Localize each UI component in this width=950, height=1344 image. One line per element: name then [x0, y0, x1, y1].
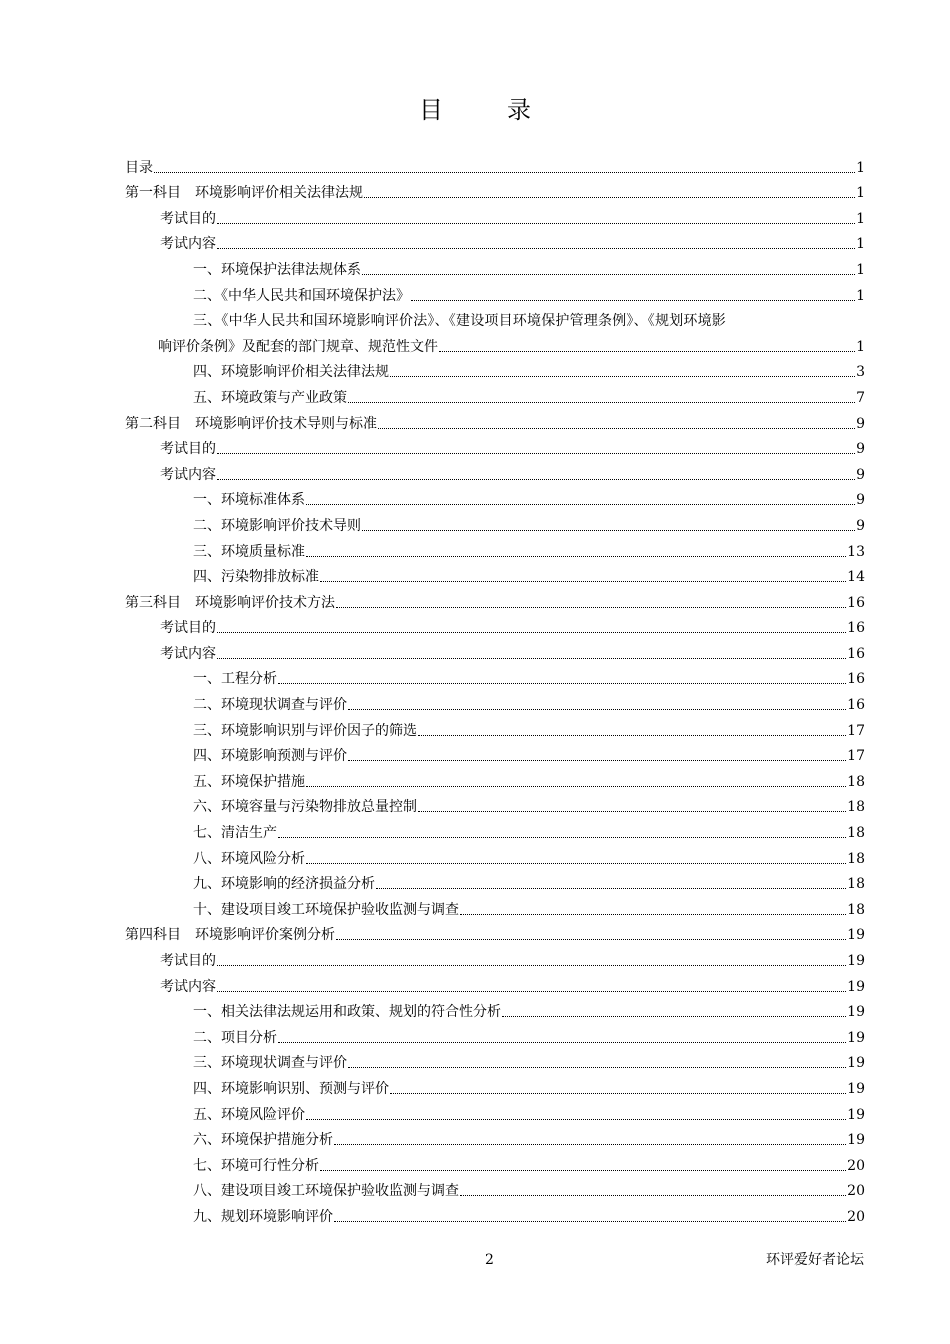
toc-entry[interactable]	[125, 561, 865, 587]
toc-entry[interactable]	[125, 458, 865, 484]
toc-entry-page: 19	[847, 1029, 865, 1046]
toc-entry-page: 9	[856, 466, 865, 483]
toc-entry-label: 考试内容	[160, 466, 216, 483]
toc-dot-leader	[348, 401, 855, 403]
toc-entry[interactable]	[125, 253, 865, 279]
footer-page-number: 2	[485, 1252, 494, 1268]
toc-dot-leader	[278, 836, 846, 838]
toc-entry-label: 考试内容	[160, 978, 216, 995]
toc-entry-page: 3	[856, 364, 865, 381]
toc-entry-page: 20	[847, 1157, 865, 1174]
toc-entry[interactable]	[125, 356, 865, 382]
toc-entry-label: 考试目的	[160, 953, 216, 969]
toc-dot-leader	[418, 734, 846, 736]
toc-dot-leader	[278, 682, 846, 684]
toc-dot-leader	[217, 222, 855, 224]
toc-dot-leader	[376, 887, 846, 889]
toc-dot-leader	[154, 171, 855, 173]
toc-entry[interactable]	[125, 816, 865, 842]
toc-entry[interactable]	[125, 944, 865, 970]
toc-dot-leader	[502, 1015, 846, 1017]
toc-dot-leader	[364, 196, 855, 198]
toc-entry-label: 第一科目 环境影响评价相关法律法规	[125, 185, 363, 202]
toc-entry-label: 响评价条例》及配套的部门规章、规范性文件	[158, 338, 438, 355]
toc-entry[interactable]	[125, 1072, 865, 1098]
toc-entry-page: 1	[856, 185, 865, 202]
toc-entry-label: 七、清洁生产	[193, 825, 277, 842]
toc-dot-leader	[460, 913, 846, 915]
toc-entry[interactable]	[125, 1124, 865, 1150]
toc-entry[interactable]	[125, 586, 865, 612]
toc-entry[interactable]	[125, 279, 865, 305]
toc-entry-page: 16	[847, 645, 865, 662]
toc-entry-label: 二、环境影响评价技术导则	[193, 517, 361, 534]
toc-entry-label: 考试内容	[160, 645, 216, 662]
toc-entry-label: 一、环境标准体系	[193, 492, 305, 509]
toc-entry-label: 三、环境现状调查与评价	[193, 1055, 347, 1072]
toc-entry-label: 二、项目分析	[193, 1029, 277, 1046]
toc-entry-label: 八、建设项目竣工环境保护验收监测与调查	[193, 1183, 459, 1200]
toc-entry-label: 一、相关法律法规运用和政策、规划的符合性分析	[193, 1004, 501, 1021]
toc-entry-label: 三、环境质量标准	[193, 543, 305, 560]
toc-entry-label: 第三科目 环境影响评价技术方法	[125, 594, 335, 611]
toc-entry-page: 1	[856, 261, 865, 278]
toc-entry-page: 19	[847, 978, 865, 995]
toc-dot-leader	[217, 478, 855, 480]
toc-dot-leader	[418, 810, 846, 812]
toc-entry[interactable]	[125, 407, 865, 433]
toc-entry-page: 18	[847, 876, 865, 893]
toc-entry-page: 18	[847, 825, 865, 842]
toc-entry-label: 考试内容	[160, 236, 216, 253]
toc-entry[interactable]	[125, 765, 865, 791]
toc-entry[interactable]	[125, 714, 865, 740]
toc-dot-leader	[217, 247, 855, 249]
toc-entry-label: 十、建设项目竣工环境保护验收监测与调查	[193, 901, 459, 918]
toc-entry-page: 1	[856, 287, 865, 304]
toc-dot-leader	[348, 1066, 846, 1068]
toc-entry[interactable]	[125, 637, 865, 663]
toc-entry-page: 9	[856, 441, 865, 458]
toc-entry-page: 7	[856, 389, 865, 406]
toc-entry[interactable]	[125, 970, 865, 996]
toc-entry-label-line1: 三、《中华人民共和国环境影响评价法》、《建设项目环境保护管理条例》、《规划环境影	[193, 313, 726, 330]
toc-entry[interactable]	[125, 740, 865, 766]
toc-entry-page: 19	[847, 927, 865, 944]
toc-entry[interactable]	[125, 535, 865, 561]
toc-dot-leader	[334, 1220, 846, 1222]
toc-entry[interactable]	[125, 228, 865, 254]
toc-entry-page: 16	[847, 594, 865, 611]
toc-entry[interactable]	[125, 202, 865, 228]
toc-entry-page: 19	[847, 1004, 865, 1021]
toc-entry[interactable]	[125, 433, 865, 459]
toc-dot-leader	[306, 785, 846, 787]
toc-entry[interactable]	[125, 1175, 865, 1201]
toc-dot-leader	[217, 990, 846, 992]
toc-entry-label: 九、规划环境影响评价	[193, 1208, 333, 1225]
toc-entry-label: 七、环境可行性分析	[193, 1157, 319, 1174]
toc-entry-label: 二、环境现状调查与评价	[193, 697, 347, 714]
table-of-contents	[125, 151, 865, 1226]
toc-entry[interactable]	[125, 381, 865, 407]
toc-entry[interactable]	[125, 1149, 865, 1175]
toc-entry-label: 二、《中华人民共和国环境保护法》	[193, 287, 410, 304]
toc-entry-page: 20	[847, 1208, 865, 1225]
toc-entry-page: 9	[856, 492, 865, 509]
toc-entry-label: 九、环境影响的经济损益分析	[193, 876, 375, 893]
toc-entry-label: 一、环境保护法律法规体系	[193, 261, 361, 278]
toc-entry[interactable]	[125, 868, 865, 894]
toc-entry-page: 1	[856, 236, 865, 253]
toc-entry-page: 19	[847, 1106, 865, 1123]
toc-entry[interactable]	[125, 151, 865, 177]
toc-entry[interactable]	[125, 919, 865, 945]
toc-dot-leader	[362, 273, 855, 275]
toc-entry-page: 18	[847, 799, 865, 816]
toc-entry-page: 16	[847, 697, 865, 714]
toc-entry-page: 9	[856, 517, 865, 534]
toc-dot-leader	[362, 529, 855, 531]
toc-entry-label: 六、环境保护措施分析	[193, 1132, 333, 1149]
toc-entry-page: 19	[847, 953, 865, 969]
toc-entry-page: 18	[847, 901, 865, 918]
toc-entry[interactable]	[125, 791, 865, 817]
toc-dot-leader	[334, 1143, 846, 1145]
toc-entry-page: 20	[847, 1183, 865, 1200]
toc-dot-leader	[217, 631, 846, 633]
toc-entry[interactable]	[125, 612, 865, 638]
toc-entry-label: 考试目的	[160, 620, 216, 637]
toc-entry-label: 四、环境影响识别、预测与评价	[193, 1080, 389, 1097]
toc-entry-label: 目录	[125, 159, 153, 176]
toc-entry-label: 五、环境政策与产业政策	[193, 389, 347, 406]
toc-entry-page: 13	[847, 543, 865, 560]
toc-dot-leader	[217, 657, 846, 659]
toc-entry-page: 19	[847, 1055, 865, 1072]
toc-entry-page: 1	[856, 338, 865, 355]
toc-dot-leader	[411, 299, 855, 301]
toc-entry-page: 16	[847, 620, 865, 637]
toc-dot-leader	[460, 1194, 846, 1196]
toc-entry-label: 考试目的	[160, 210, 216, 227]
toc-entry-label: 四、环境影响预测与评价	[193, 748, 347, 765]
toc-entry-label: 第二科目 环境影响评价技术导则与标准	[125, 415, 377, 432]
toc-dot-leader	[348, 708, 846, 710]
toc-dot-leader	[320, 1169, 846, 1171]
toc-dot-leader	[390, 375, 855, 377]
toc-entry-label: 第四科目 环境影响评价案例分析	[125, 927, 335, 944]
toc-dot-leader	[217, 452, 855, 454]
toc-entry[interactable]	[125, 1047, 865, 1073]
toc-dot-leader	[336, 606, 846, 608]
toc-entry-page: 1	[856, 210, 865, 227]
toc-dot-leader	[348, 759, 846, 761]
toc-entry[interactable]	[125, 1021, 865, 1047]
toc-entry[interactable]	[125, 663, 865, 689]
toc-dot-leader	[217, 964, 846, 966]
toc-dot-leader	[306, 862, 846, 864]
toc-entry-label: 三、环境影响识别与评价因子的筛选	[193, 722, 417, 739]
toc-dot-leader	[390, 1092, 846, 1094]
toc-dot-leader	[278, 1041, 846, 1043]
toc-entry-page: 1	[856, 159, 865, 176]
toc-entry-label: 八、环境风险分析	[193, 850, 305, 867]
toc-entry-page: 19	[847, 1132, 865, 1149]
toc-entry-page: 18	[847, 850, 865, 867]
toc-entry[interactable]	[125, 842, 865, 868]
toc-entry-label: 考试目的	[160, 441, 216, 458]
toc-entry[interactable]	[125, 1098, 865, 1124]
toc-entry[interactable]	[125, 996, 865, 1022]
toc-entry-page: 18	[847, 773, 865, 790]
page-title: 目 录	[419, 96, 551, 124]
toc-entry-page: 9	[856, 415, 865, 432]
toc-dot-leader	[336, 938, 846, 940]
toc-entry[interactable]	[125, 893, 865, 919]
footer-site-name: 环评爱好者论坛	[766, 1252, 864, 1268]
toc-dot-leader	[320, 580, 846, 582]
toc-entry[interactable]	[125, 177, 865, 203]
toc-dot-leader	[378, 427, 855, 429]
toc-entry-page: 19	[847, 1080, 865, 1097]
toc-entry[interactable]	[125, 509, 865, 535]
toc-dot-leader	[439, 350, 855, 352]
toc-entry[interactable]	[125, 305, 865, 356]
toc-dot-leader	[306, 1118, 846, 1120]
toc-dot-leader	[306, 503, 855, 505]
toc-entry-label: 四、污染物排放标准	[193, 569, 319, 586]
toc-entry[interactable]	[125, 1200, 865, 1226]
toc-entry[interactable]	[125, 688, 865, 714]
toc-entry-label: 五、环境保护措施	[193, 773, 305, 790]
toc-entry-label: 五、环境风险评价	[193, 1106, 305, 1123]
toc-entry-label: 四、环境影响评价相关法律法规	[193, 364, 389, 381]
toc-entry-page: 17	[847, 748, 865, 765]
toc-entry-label: 一、工程分析	[193, 671, 277, 688]
toc-entry-page: 16	[847, 671, 865, 688]
toc-entry-page: 17	[847, 722, 865, 739]
toc-dot-leader	[306, 555, 846, 557]
toc-entry-page: 14	[847, 569, 865, 586]
toc-entry-label: 六、环境容量与污染物排放总量控制	[193, 799, 417, 816]
toc-entry[interactable]	[125, 484, 865, 510]
